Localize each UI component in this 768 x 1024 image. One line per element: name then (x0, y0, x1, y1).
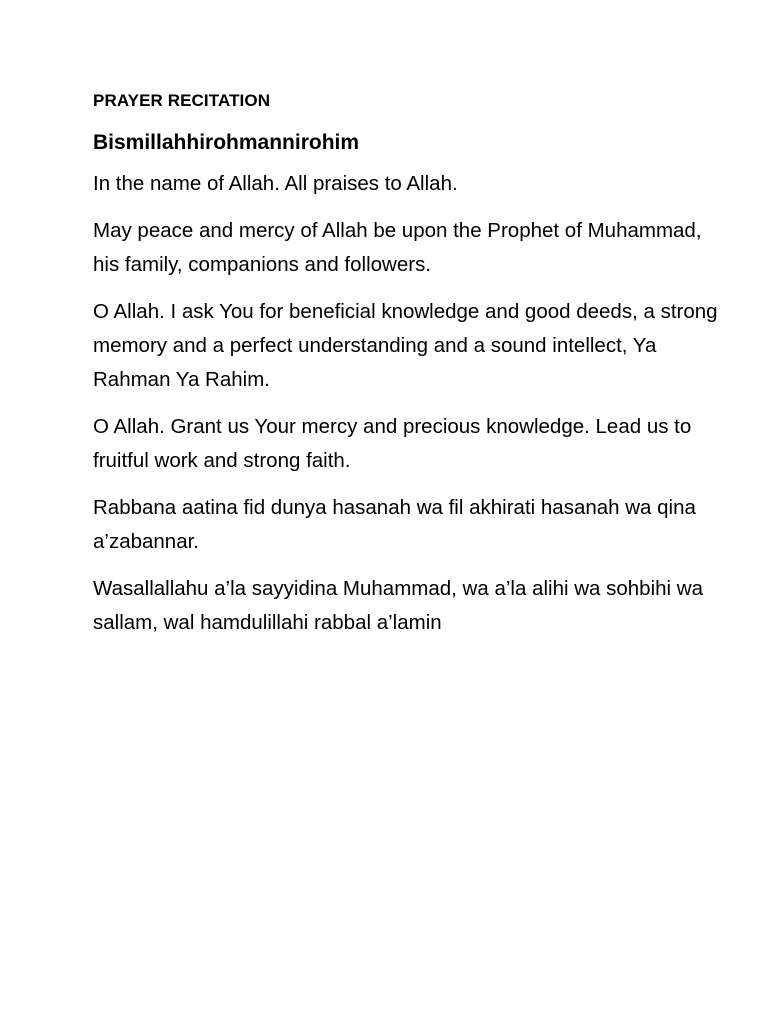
paragraph-closing: Wasallallahu a’la sayyidina Muhammad, wa a’la alihi wa sohbihi wa sallam, wal hamdulillahi rabbal a’lamin (93, 577, 703, 634)
document-body (93, 88, 733, 653)
paragraph-praise: In the name of Allah. All praises to Allah. (93, 172, 458, 195)
paragraph-mercy: O Allah. Grant us Your mercy and precious knowledge. Lead us to fruitful work and strong faith. (93, 415, 692, 472)
document-subheading: Bismillahhirohmannirohim (93, 131, 360, 154)
document-heading: PRAYER RECITATION (93, 91, 271, 110)
paragraph-rabbana: Rabbana aatina fid dunya hasanah wa fil akhirati hasanah wa qina a’zabannar. (93, 496, 696, 553)
paragraph-knowledge: O Allah. I ask You for beneficial knowledge and good deeds, a strong memory and a perfect understanding and a sound intellect, Ya Rahman Ya Rahim. (93, 300, 718, 391)
paragraph-peace: May peace and mercy of Allah be upon the Prophet of Muhammad, his family, companions and followers. (93, 219, 702, 276)
